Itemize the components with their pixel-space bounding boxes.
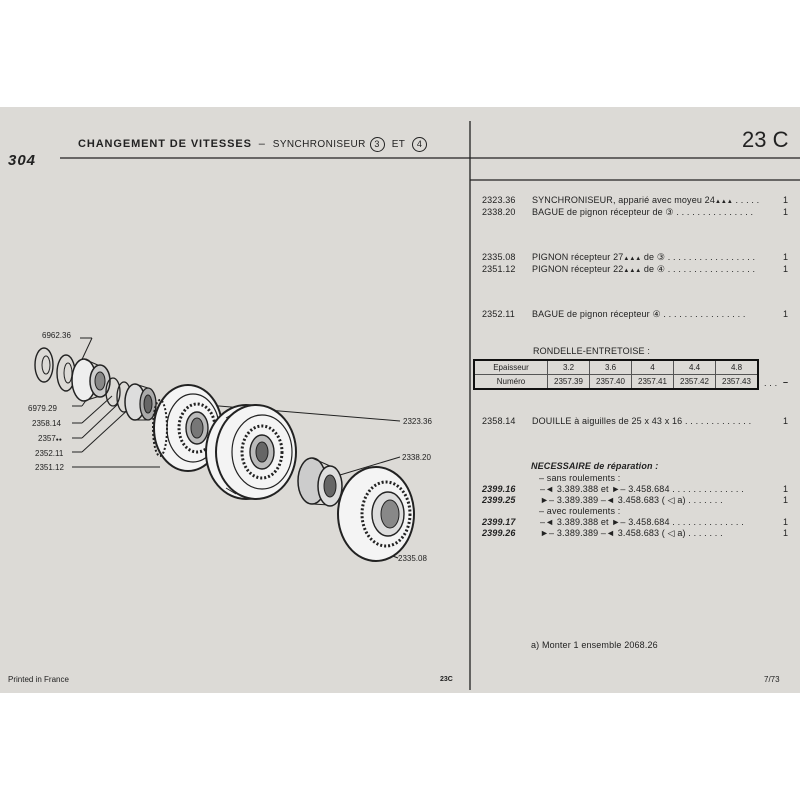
page-title: CHANGEMENT DE VITESSES – SYNCHRONISEUR 3 ET 4 <box>78 137 427 152</box>
model-number: 304 <box>8 152 37 169</box>
callout-2323-36: 2323.36 <box>403 417 432 426</box>
part-row-2335-08: 2335.08 PIGNON récepteur 27▲▲▲ de ③ . . . . . . . . . . . . . . . . . <box>482 252 756 262</box>
avec-roulements: – avec roulements : <box>539 506 621 516</box>
callout-2352-11: 2352.11 <box>35 449 64 458</box>
qty: 1 <box>783 517 789 527</box>
kit-row-2399-17: 2399.17 –◄ 3.389.388 et ►– 3.458.684 . . . . . . . . . . . . . . <box>482 517 744 527</box>
rondelle-title: RONDELLE-ENTRETOISE : <box>533 346 651 356</box>
section-number: 23 C <box>742 127 789 152</box>
kit-row-2399-25: 2399.25 ►– 3.389.389 –◄ 3.458.683 ( ◁ a) . . . . . . . <box>482 495 723 505</box>
kit-row-2399-26: 2399.26 ►– 3.389.389 –◄ 3.458.683 ( ◁ a) . . . . . . . <box>482 528 723 538</box>
callout-2357: 2357●● <box>38 434 62 443</box>
qty: 1 <box>783 252 789 262</box>
qty: 1 <box>783 207 789 217</box>
table-cell: 2357.43 <box>716 375 759 390</box>
callout-2338-20: 2338.20 <box>402 453 431 462</box>
table-cell: 4 <box>632 360 674 375</box>
table-cell: 4.4 <box>674 360 716 375</box>
circled-3: 3 <box>370 137 385 152</box>
qty: – <box>783 377 789 387</box>
necessaire-title: NECESSAIRE de réparation : <box>531 461 659 471</box>
part-row-2338-20: 2338.20 BAGUE de pignon récepteur de ③ . . . . . . . . . . . . . . . <box>482 207 754 217</box>
qty: 1 <box>783 309 789 319</box>
rondelle-trail: . . . <box>764 378 778 388</box>
callout-2358-14: 2358.14 <box>32 419 61 428</box>
qty: 1 <box>783 528 789 538</box>
sans-roulements: – sans roulements : <box>539 473 621 483</box>
circled-4: 4 <box>412 137 427 152</box>
table-cell: 3.2 <box>548 360 590 375</box>
thickness-table <box>473 359 759 390</box>
table-cell: 3.6 <box>590 360 632 375</box>
table-cell: 2357.39 <box>548 375 590 390</box>
printed-in: Printed in France <box>8 675 69 684</box>
table-row <box>474 375 758 390</box>
table-cell: 2357.41 <box>632 375 674 390</box>
table-cell: 4.8 <box>716 360 759 375</box>
page-date: 7/73 <box>764 675 780 684</box>
table-header: Numéro <box>474 375 548 390</box>
qty: 1 <box>783 495 789 505</box>
part-row-2351-12: 2351.12 PIGNON récepteur 22▲▲▲ de ④ . . . . . . . . . . . . . . . . . <box>482 264 756 274</box>
table-cell: 2357.42 <box>674 375 716 390</box>
qty: 1 <box>783 264 789 274</box>
kit-row-2399-16: 2399.16 –◄ 3.389.388 et ►– 3.458.684 . . . . . . . . . . . . . . <box>482 484 744 494</box>
qty: 1 <box>783 484 789 494</box>
part-row-2358-14: 2358.14 DOUILLE à aiguilles de 25 x 43 x 16 . . . . . . . . . . . . . <box>482 416 752 426</box>
callout-6962-36: 6962.36 <box>42 331 71 340</box>
qty: 1 <box>783 195 789 205</box>
callout-6979-29: 6979.29 <box>28 404 57 413</box>
table-cell: 2357.40 <box>590 375 632 390</box>
callout-2351-12: 2351.12 <box>35 463 64 472</box>
footer-section: 23C <box>440 676 453 683</box>
part-row-2352-11: 2352.11 BAGUE de pignon récepteur ④ . . . . . . . . . . . . . . . . <box>482 309 746 319</box>
qty: 1 <box>783 416 789 426</box>
table-row <box>474 360 758 375</box>
callout-2335-08: 2335.08 <box>398 554 427 563</box>
table-header: Epaisseur <box>474 360 548 375</box>
part-row-2323-36: 2323.36 SYNCHRONISEUR, apparié avec moyeu 24▲▲▲ . . . . . <box>482 195 760 205</box>
footnote: a) Monter 1 ensemble 2068.26 <box>531 640 658 650</box>
